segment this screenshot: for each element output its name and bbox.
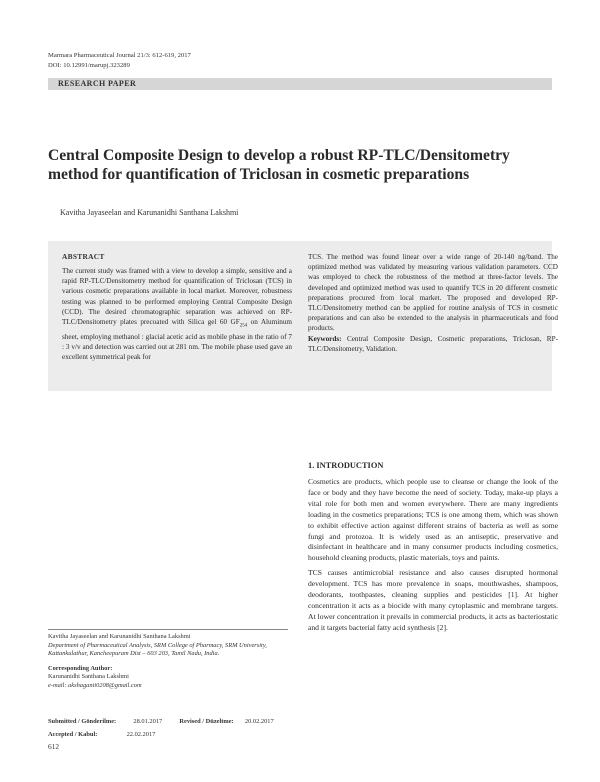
accepted-label: Accepted / Kabul: <box>48 731 98 738</box>
journal-citation <box>48 51 348 70</box>
submitted-label: Submitted / Gönderilme: <box>48 718 117 725</box>
page-number: 612 <box>48 742 60 751</box>
abstract-heading: ABSTRACT <box>62 252 105 261</box>
keywords-text: Central Composite Design, Cosmetic preparations, Triclosan, RP-TLC/Densitometry, Validation. <box>308 334 558 353</box>
section-label: RESEARCH PAPER <box>58 79 137 88</box>
submission-dates <box>48 715 298 741</box>
affiliation-block <box>48 633 293 691</box>
introduction-heading: 1. INTRODUCTION <box>308 461 384 470</box>
intro-paragraph-1: Cosmetics are products, which people use to cleanse or change the look of the face or body and they have become the need of society. Today, make-up plays a vital role for both men and women everywhere. There are many ingredients loading in the cosmetics preparations; TCS is one among them, which was shown to exhibit effective action against different strains of bacteria as well as some fungi and protozoa. It is widely used as an antiseptic, preservative and disinfectant in healthcare and in many consumer products including cosmetics, household cleaning products, plastic materials, toys and paints. <box>308 477 558 563</box>
abstract-text-part2: on Aluminum sheet, employing methanol : glacial acetic acid as mobile phase in the ratio of 7 : 3 v/v and detection was carried out at 281 nm. The mobile phase used gave an excellent symmetrical peak for <box>62 318 292 362</box>
abstract-right-column <box>308 252 558 354</box>
abstract-left-column <box>62 266 292 362</box>
accepted-date: 22.02.2017 <box>126 731 156 738</box>
doi-line: DOI: 10.12991/marupj.323289 <box>48 61 130 69</box>
journal-line: Marmara Pharmaceutical Journal 21/3: 612-619, 2017 <box>48 52 191 59</box>
affiliation-authors: Kavitha Jayaseelan and Karunanidhi Santhana Lakshmi <box>48 633 191 640</box>
revised-label: Revised / Düzeltme: <box>179 718 234 725</box>
footnote-divider <box>48 629 288 630</box>
keywords-label: Keywords: <box>308 334 342 343</box>
submitted-date: 28.01.2017 <box>133 718 163 725</box>
intro-paragraph-2: TCS causes antimicrobial resistance and also causes disrupted hormonal development. TCS has more prevalence in soaps, mouthwashes, shampoos, deodorants, toothpastes, cleaning supplies and pesticides [1]. At higher concentration it acts as a biocide with many cytoplasmic and membrane targets. At lower concentration it prevails in commercial products, it acts as bacteriostatic and it targets bacterial fatty acid synthesis [2]. <box>308 568 558 632</box>
section-banner <box>48 78 552 90</box>
revised-date: 20.02.2017 <box>244 718 274 725</box>
corresponding-name: Karunanidhi Santhana Lakshmi <box>48 673 129 681</box>
affiliation-department: Department of Pharmaceutical Analysis, SRM College of Pharmacy, SRM University, Kattankulathur, Kancheepuram Dist – 603 203, Tamil Nadu, India. <box>48 641 267 658</box>
article-title: Central Composite Design to develop a robust RP-TLC/Densitometry method for quantification of Triclosan in cosmetic preparations <box>48 147 510 183</box>
abstract-text-part1: The current study was framed with a view to develop a simple, sensitive and a rapid RP-TLC/Densitometry method for quantification of Triclosan (TCS) in various cosmetic preparations available in local market. Moreover, robustness testing was planned to be performed employing Central Composite Design (CCD). The desired chromatographic separation was achieved on RP-TLC/Densitometry plates precoated with Silica gel 60 GF <box>62 267 292 327</box>
abstract-subscript: 254 <box>239 323 248 329</box>
abstract-text-right: TCS. The method was found linear over a wide range of 20-140 ng/band. The optimized method was validated by measuring various validation parameters. CCD was employed to check the robustness of the method at three-factor levels. The developed and optimized method was used to quantify TCS in 20 different cosmetic preparations procured from local market. The proposed and developed RP-TLC/Densitometry method can be applied for routine analysis of TCS in cosmetic preparations and can also be extended to the analysis in pharmaceuticals and food products. <box>308 253 558 333</box>
corresponding-label: Corresponding Author: <box>48 664 113 672</box>
corresponding-email[interactable]: e-mail: akshaganti0208@gmail.com <box>48 681 142 689</box>
author-list: Kavitha Jayaseelan and Karunanidhi Santhana Lakshmi <box>60 208 239 217</box>
introduction-body <box>308 477 558 638</box>
